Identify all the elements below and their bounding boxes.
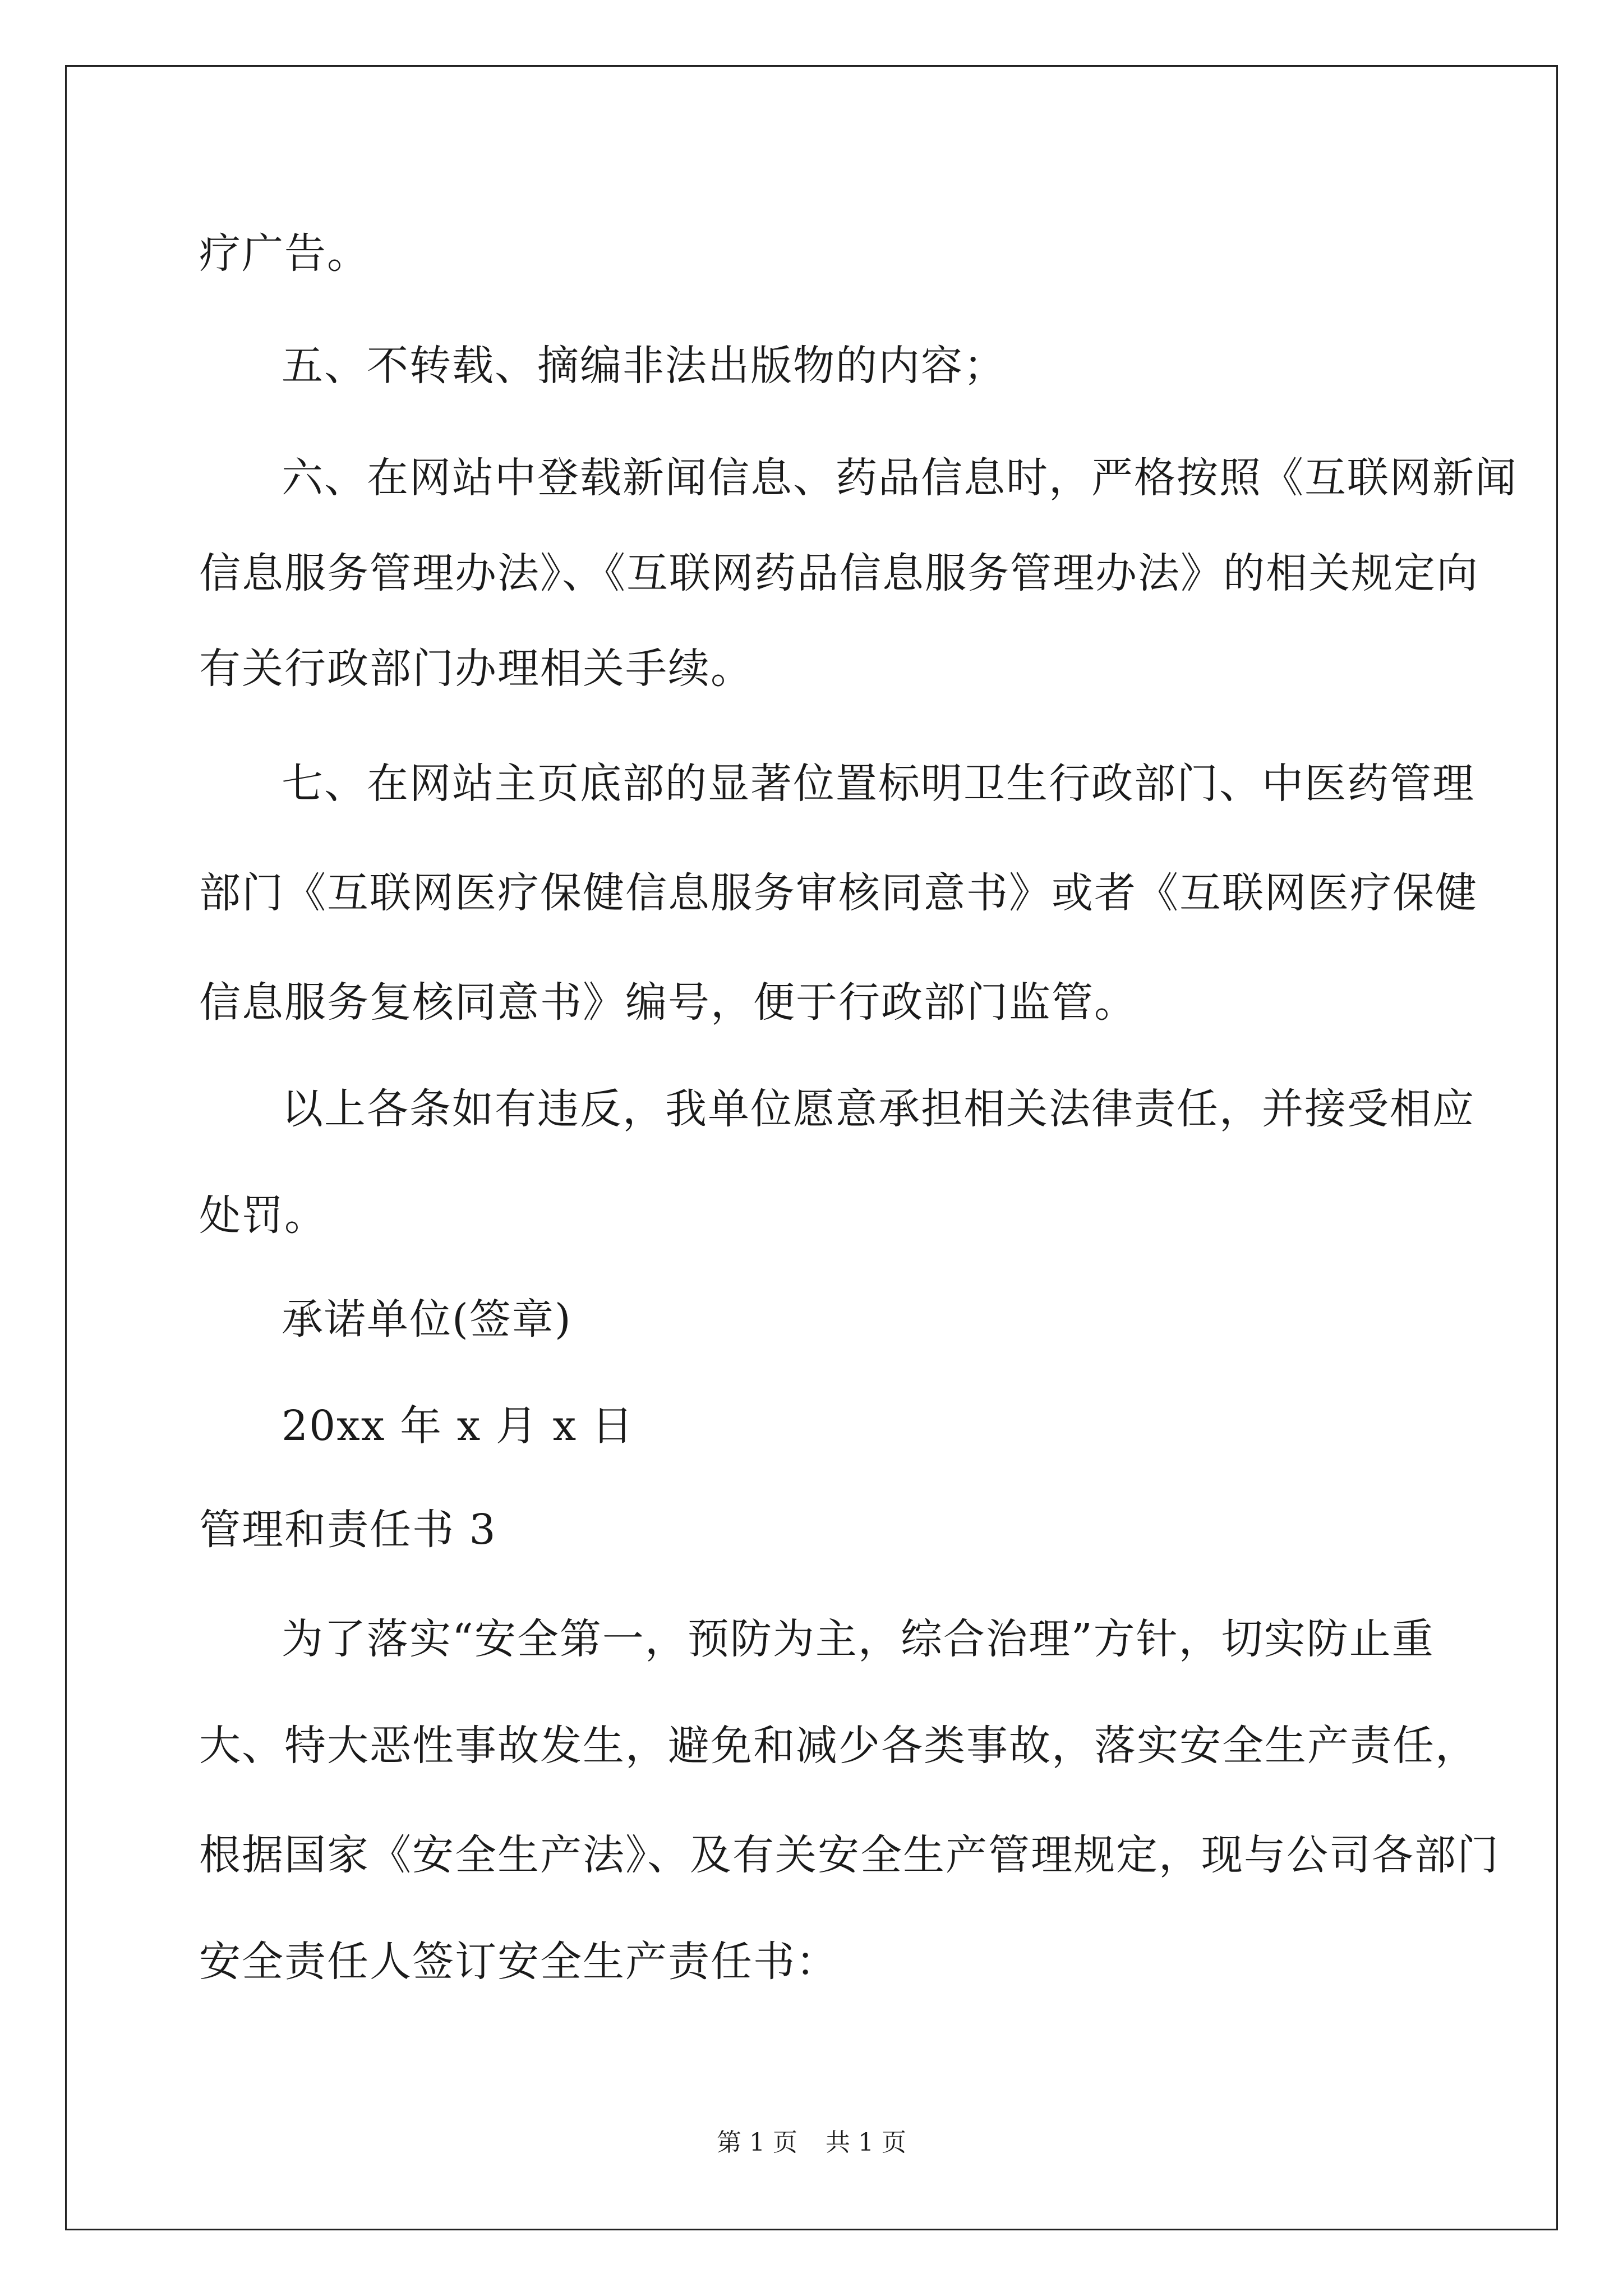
text-line-15: 大、特大恶性事故发生，避免和减少各类事故，落实安全生产责任， bbox=[199, 1722, 1478, 1770]
text-line-3: 六、在网站中登载新闻信息、药品信息时，严格按照《互联网新闻 bbox=[282, 454, 1518, 502]
page-total: 共 1 页 bbox=[826, 2128, 906, 2157]
text-line-5: 有关行政部门办理相关手续。 bbox=[199, 645, 753, 693]
text-line-4: 信息服务管理办法》、《互联网药品信息服务管理办法》的相关规定向 bbox=[199, 549, 1479, 597]
date-line: 20xx 年 x 月 x 日 bbox=[282, 1402, 634, 1450]
text-line-2: 五、不转载、摘编非法出版物的内容； bbox=[282, 342, 1006, 390]
text-line-17: 安全责任人签订安全生产责任书： bbox=[199, 1938, 838, 1986]
page-number: 第 1 页 bbox=[717, 2128, 797, 2157]
page-footer bbox=[0, 2128, 1623, 2157]
text-line-9: 以上各条如有违反，我单位愿意承担相关法律责任，并接受相应 bbox=[282, 1085, 1475, 1133]
text-line-1: 疗广告。 bbox=[199, 229, 370, 278]
text-line-8: 信息服务复核同意书》编号，便于行政部门监管。 bbox=[199, 978, 1137, 1027]
section-heading: 管理和责任书 3 bbox=[199, 1506, 497, 1554]
signature-label: 承诺单位(签章) bbox=[282, 1295, 572, 1343]
page-border bbox=[65, 65, 1558, 2230]
text-line-7: 部门《互联网医疗保健信息服务审核同意书》或者《互联网医疗保健 bbox=[199, 869, 1478, 917]
text-line-16: 根据国家《安全生产法》、及有关安全生产管理规定，现与公司各部门 bbox=[199, 1831, 1500, 1879]
text-line-6: 七、在网站主页底部的显著位置标明卫生行政部门、中医药管理 bbox=[282, 760, 1475, 808]
text-line-10: 处罚。 bbox=[199, 1191, 327, 1240]
text-line-14: 为了落实“安全第一，预防为主，综合治理”方针，切实防止重 bbox=[282, 1615, 1435, 1663]
